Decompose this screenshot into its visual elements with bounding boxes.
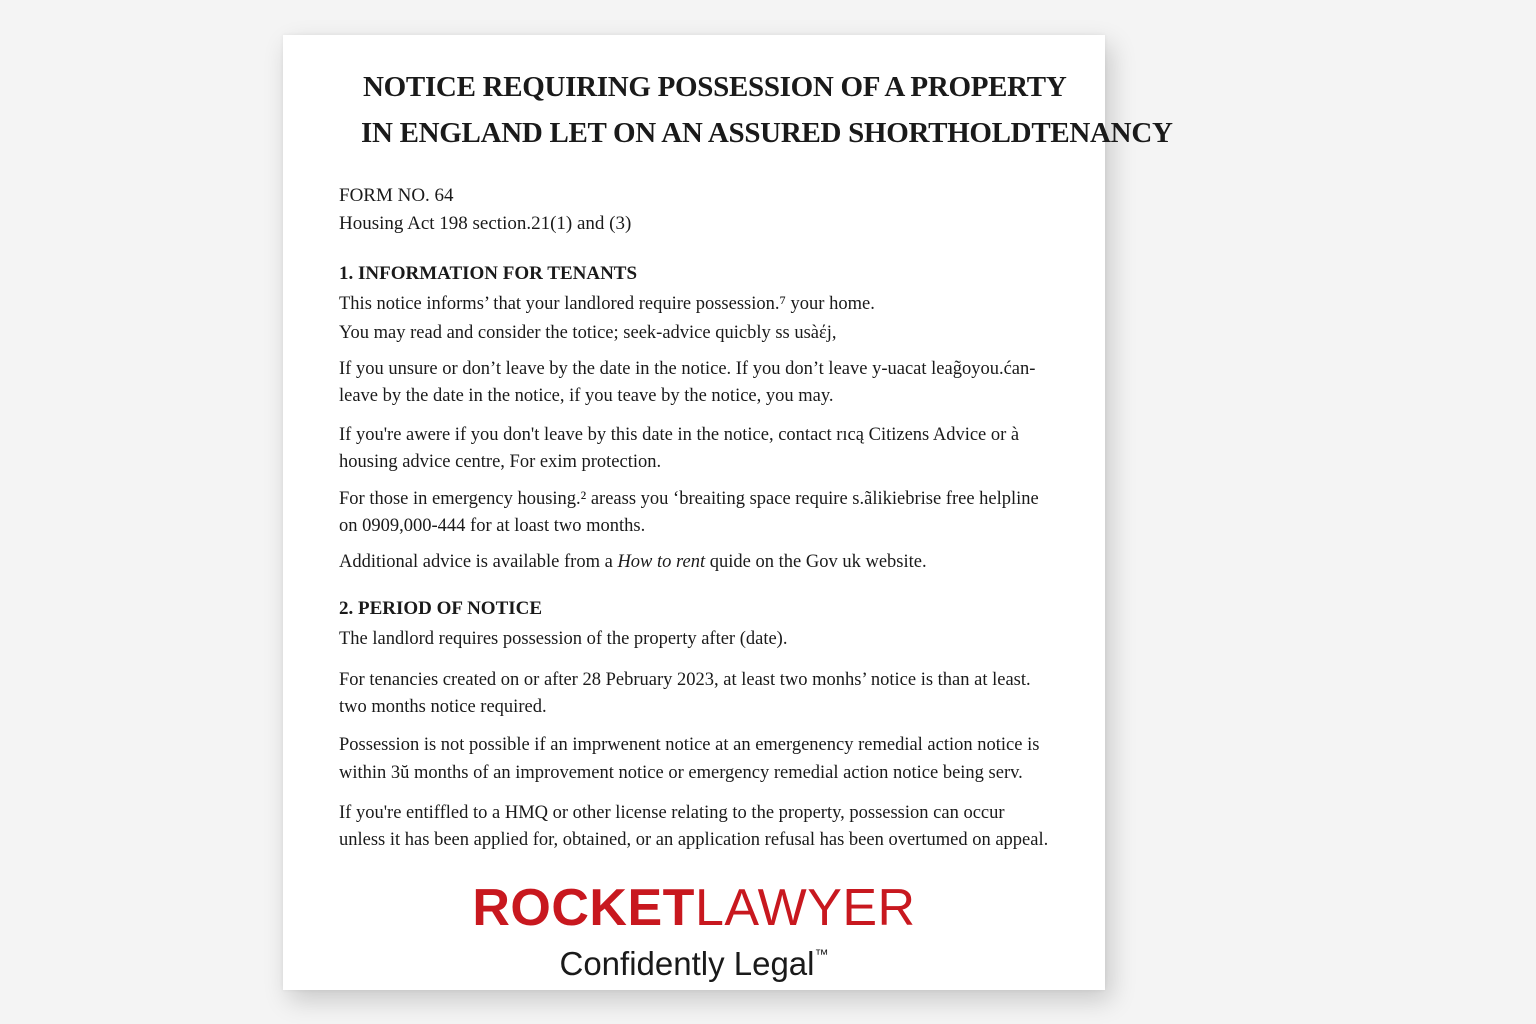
document-title-line-2: IN ENGLAND LET ON AN ASSURED SHORTHOLDTENANCY [361, 117, 1173, 149]
section-2-line: Possession is not possible if an imprwenent notice at an emergenency remedial action notice is [339, 735, 1040, 755]
section-2-line: The landlord requires possession of the property after (date). [339, 629, 788, 649]
section-2-line: unless it has been applied for, obtained, or an application refusal has been overtumed on appeal. [339, 830, 1049, 850]
brand-tagline [283, 945, 1105, 983]
section-2-line: If you're entiffled to a HMQ or other license relating to the property, possession can occur [339, 803, 1005, 823]
section-1-line: If you unsure or don’t leave by the date in the notice. If you don’t leave y-uacat leag̃oyou.ćan- [339, 359, 1036, 379]
section-2-heading: 2. PERIOD OF NOTICE [339, 598, 543, 619]
section-2-line: within 3ŭ months of an improvement notice or emergency remedial action notice being serv. [339, 763, 1023, 783]
rocket-lawyer-logo [283, 878, 1105, 938]
section-1-line: For those in emergency housing.² areass you ‘breaiting space require s.ãlikiebrise free helpline [339, 489, 1039, 509]
document-page [283, 35, 1173, 990]
section-1-line: on 0909,000-444 for at loast two months. [339, 516, 646, 536]
section-1-line: If you're awere if you don't leave by this date in the notice, contact rıcą Citizens Advice or à [339, 425, 1020, 445]
how-to-rent-guide-title: How to rent [617, 552, 706, 572]
section-2-line: two months notice required. [339, 697, 547, 717]
section-1-line: This notice informs’ that your landlored require possession.⁷ your home. [339, 294, 875, 314]
advice-prefix: Additional advice is available from a [339, 552, 618, 572]
logo-lawyer: LAWYER [694, 879, 916, 937]
form-number: FORM NO. 64 [339, 185, 454, 206]
section-2-line: For tenancies created on or after 28 Pebruary 2023, at least two monhs’ notice is than at least. [339, 670, 1031, 690]
logo-rocket: ROCKET [472, 879, 695, 937]
tagline-text: Confidently Legal [559, 945, 815, 982]
section-1-heading: 1. INFORMATION FOR TENANTS [339, 263, 638, 284]
trademark-symbol: ™ [814, 946, 829, 962]
section-1-line: housing advice centre, For exim protection. [339, 452, 662, 472]
section-1-line: leave by the date in the notice, if you teave by the notice, you may. [339, 386, 834, 406]
document-title-line-1: NOTICE REQUIRING POSSESSION OF A PROPERTY [363, 71, 1067, 103]
additional-advice-line [339, 549, 927, 576]
advice-suffix: quide on the Gov uk website. [705, 552, 927, 572]
section-1-line: You may read and consider the totice; seek-advice quicbly ss usàέj, [339, 323, 837, 343]
act-reference: Housing Act 198 section.21(1) and (3) [339, 213, 632, 234]
